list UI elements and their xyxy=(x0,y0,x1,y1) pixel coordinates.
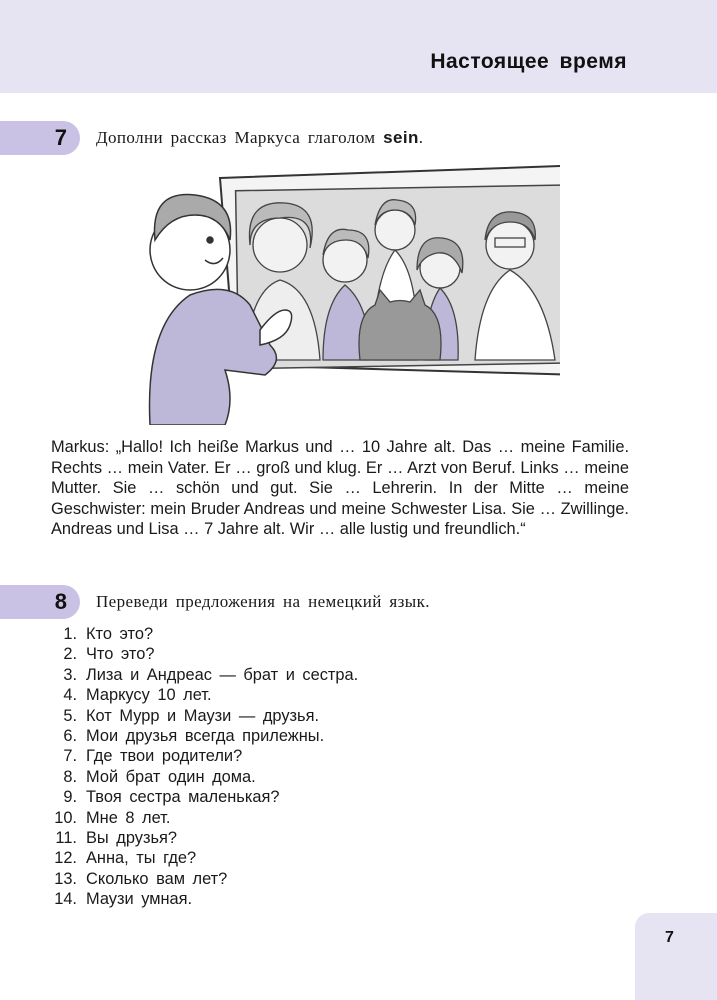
task-7-number-tab xyxy=(0,121,80,155)
list-item: 14. Маузи умная. xyxy=(54,890,193,909)
list-item: 7. Где твои родители? xyxy=(63,747,243,766)
task-8-number: 8 xyxy=(54,589,67,614)
list-item: 2. Что это? xyxy=(63,645,155,664)
task-7-number: 7 xyxy=(54,125,67,150)
list-item: 3. Лиза и Андреас — брат и сестра. xyxy=(63,665,359,684)
list-item: 12. Анна, ты где? xyxy=(54,849,197,868)
page-title: Настоящее время xyxy=(430,50,627,73)
list-item: 13. Сколько вам лет? xyxy=(54,869,228,888)
page-header xyxy=(0,0,717,93)
task-7-story-text: Markus: „Hallo! Ich heiße Markus und … 10 Jahre alt. Das … meine Familie. Rechts … mein Vater. Er … groß und klug. Er … Arzt von Beruf. Links … meine Mutter. Sie … schön und gut. Sie … Lehrerin. In der Mitte … meine Geschwister: mein Bruder Andreas und meine Schwester Lisa. Sie … Zwillinge. Andreas und Lisa … 7 Jahre alt. Wir … alle lustig und freundlich.“ xyxy=(51,438,629,538)
task-7-instruction: Дополни рассказ Маркуса глаголом sein. xyxy=(96,128,424,147)
page-number-tab xyxy=(635,913,717,1000)
list-item: 4. Маркусу 10 лет. xyxy=(63,686,212,705)
family-photo-illustration xyxy=(145,160,560,425)
list-item: 6. Мои друзья всегда прилежны. xyxy=(63,727,325,746)
list-item: 1. Кто это? xyxy=(63,625,154,643)
task-7-verb: sein xyxy=(383,128,419,147)
list-item: 8. Мой брат один дома. xyxy=(63,767,256,786)
list-item: 10. Мне 8 лет. xyxy=(54,808,171,827)
list-item: 9. Твоя сестра маленькая? xyxy=(63,788,280,807)
list-item: 11. Вы друзья? xyxy=(55,829,178,848)
task-8-number-tab xyxy=(0,585,80,619)
task-8-sentence-list xyxy=(51,624,358,910)
task-8-instruction: Переведи предложения на немецкий язык. xyxy=(96,592,430,611)
page-number: 7 xyxy=(665,929,674,946)
list-item: 5. Кот Мурр и Маузи — друзья. xyxy=(63,706,320,725)
